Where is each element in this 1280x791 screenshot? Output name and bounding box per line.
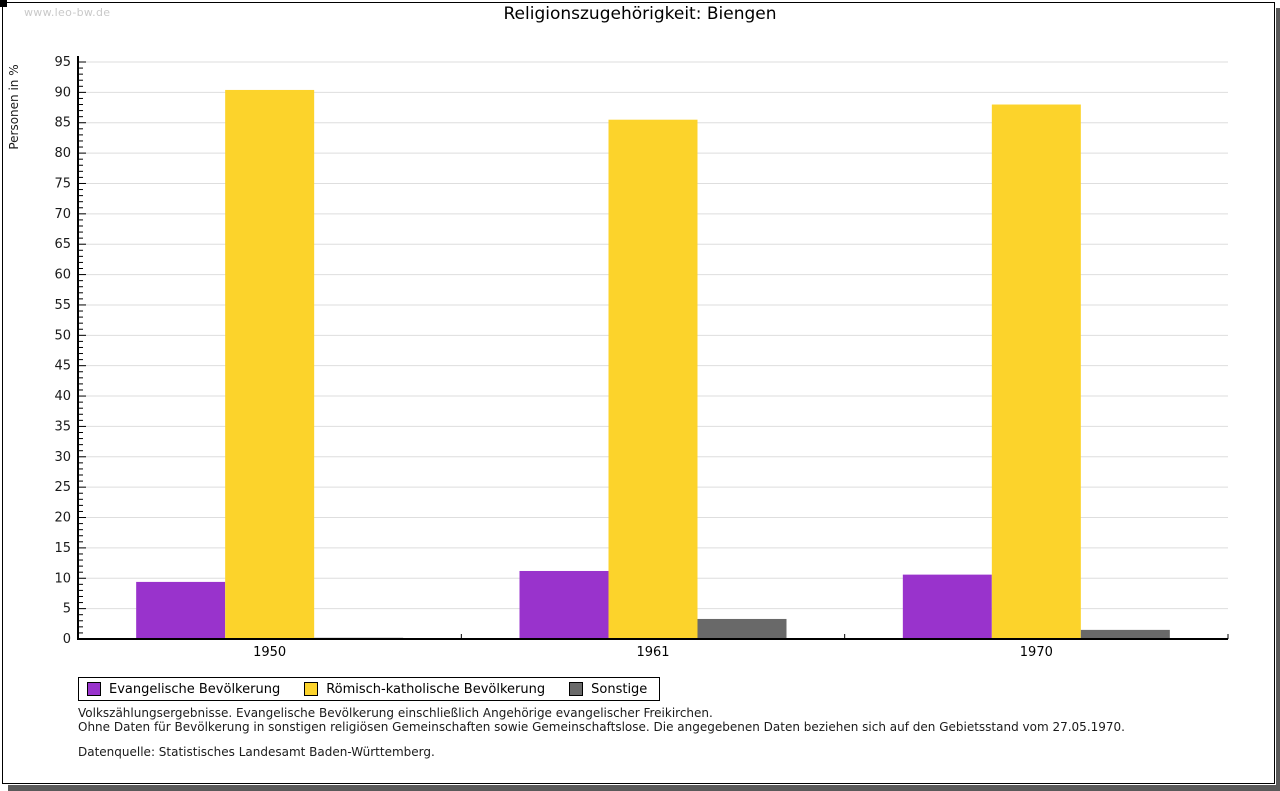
x-tick-label: 1950 [253,645,287,660]
chart-legend [78,677,660,701]
y-tick-label: 70 [54,206,71,222]
y-tick-label: 75 [54,176,71,192]
bar-1950-s1 [225,90,314,639]
y-tick-label: 90 [54,85,71,101]
y-tick-label: 65 [54,237,71,253]
y-tick-label: 20 [54,510,71,526]
bar-1950-s0 [136,582,225,639]
legend-item-katholisch [304,682,545,697]
x-tick-label: 1970 [1019,645,1053,660]
legend-swatch-sonstige [569,682,583,696]
y-tick-label: 55 [54,297,71,313]
y-tick-label: 95 [54,55,71,70]
chart-footnotes [78,706,1125,734]
legend-swatch-katholisch [304,682,318,696]
legend-label: Römisch-katholische Bevölkerung [326,681,546,697]
x-tick-label: 1961 [636,645,670,660]
y-tick-label: 45 [54,358,71,374]
y-tick-label: 85 [54,115,71,131]
footnote-line: Ohne Daten für Bevölkerung in sonstigen religiösen Gemeinschaften sowie Gemeinschaftslose. Die angegebenen Daten beziehen sich auf den Gebietsstand vom 27.05.1970. [78,720,1125,734]
legend-item-evangelisch [87,682,280,697]
bar-1970-s0 [903,575,992,639]
y-tick-label: 25 [54,480,71,496]
y-axis-label: Personen in % [7,64,21,150]
bar-1961-s0 [520,571,609,639]
y-tick-label: 5 [62,601,71,617]
y-tick-label: 50 [54,328,71,344]
site-watermark: www.leo-bw.de [24,6,111,19]
legend-swatch-evangelisch [87,682,101,696]
y-tick-label: 10 [54,571,71,587]
chart-title: Religionszugehörigkeit: Biengen [503,4,777,24]
window-shadow-bottom [8,785,1280,791]
bar-1961-s1 [609,120,698,639]
footnote-line: Volkszählungsergebnisse. Evangelische Bevölkerung einschließlich Angehörige evangelischer Freikirchen. [78,706,713,720]
legend-label: Sonstige [591,681,648,697]
y-tick-label: 0 [62,632,71,647]
y-tick-label: 80 [54,146,71,162]
legend-label: Evangelische Bevölkerung [109,681,281,697]
bar-1970-s2 [1081,630,1170,639]
legend-item-sonstige [569,682,647,697]
y-tick-label: 35 [54,419,71,435]
y-tick-label: 40 [54,389,71,405]
y-tick-label: 30 [54,449,71,465]
y-tick-label: 60 [54,267,71,283]
bar-1961-s2 [698,619,787,639]
bar-1970-s1 [992,105,1081,639]
y-tick-label: 15 [54,540,71,556]
data-source-note: Datenquelle: Statistisches Landesamt Baden-Württemberg. [78,745,435,759]
